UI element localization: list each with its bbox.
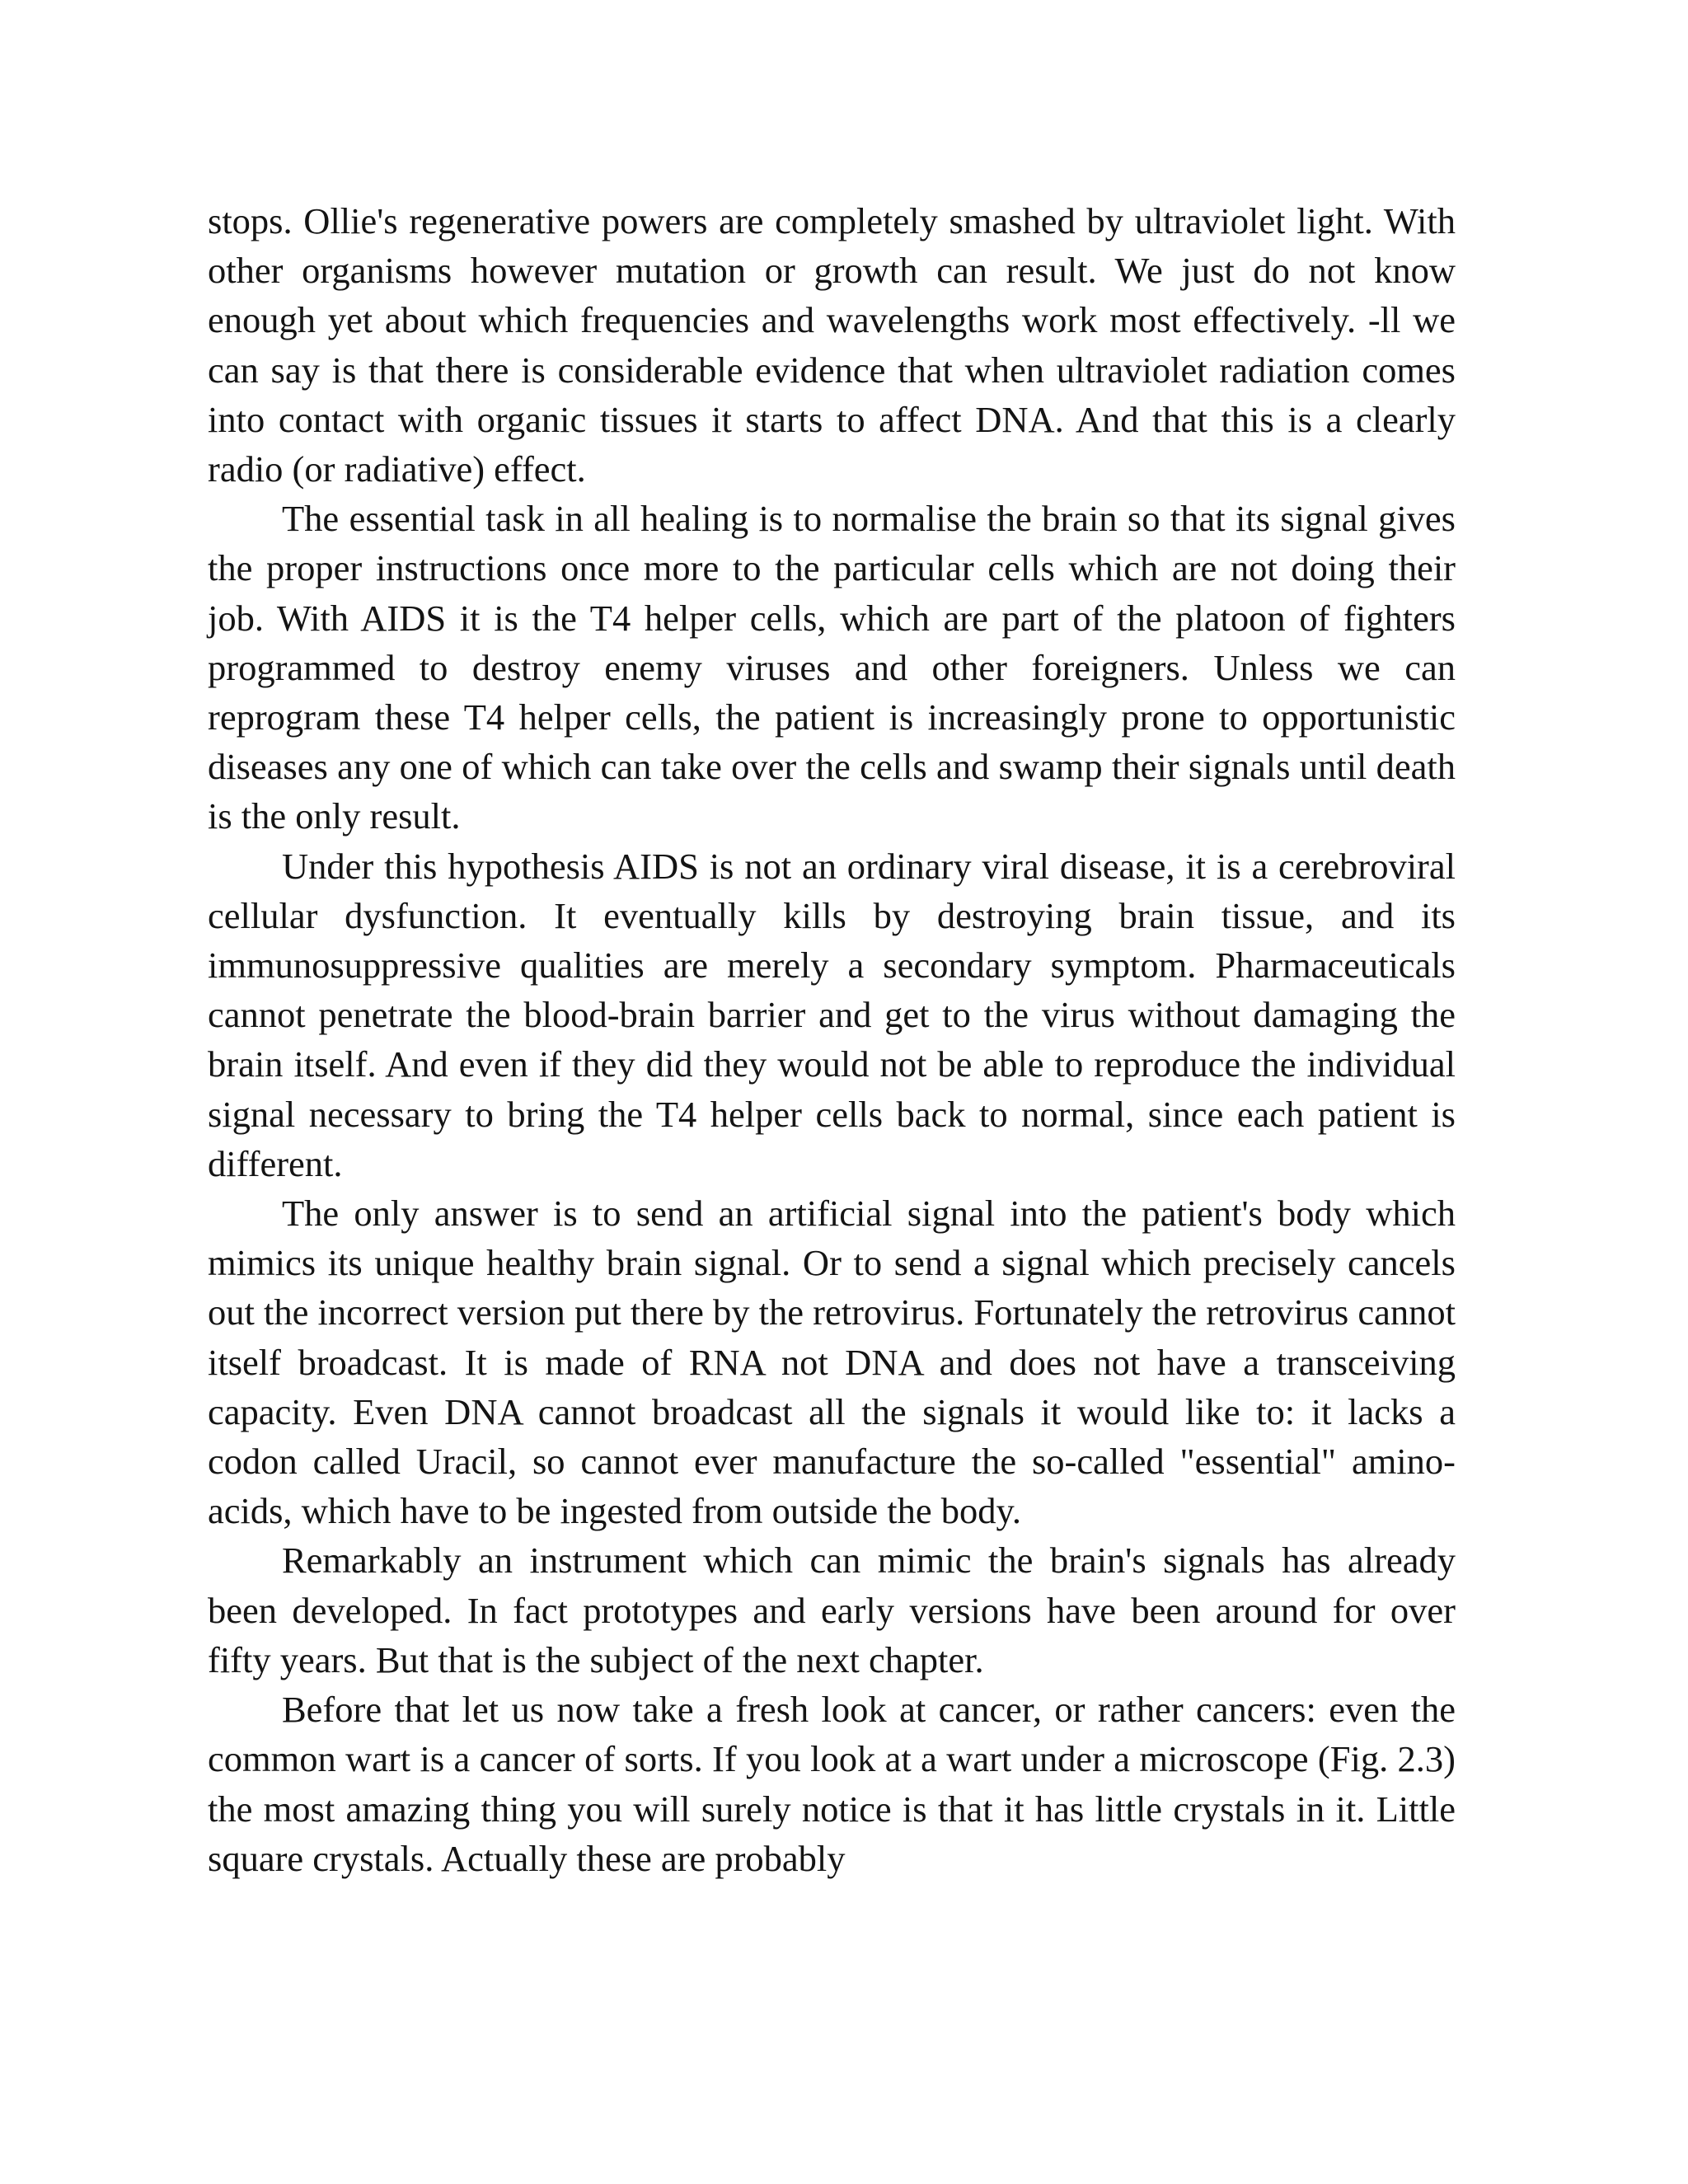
paragraph-6: Before that let us now take a fresh look at cancer, or rather cancers: even the common wart is a cancer of sorts. If you look at a wart under a microscope (Fig. 2.3) the most amazing thing you will surely notice is that it has little crystals in it. Little square crystals. Actually these are probably bbox=[208, 1689, 1456, 1879]
paragraph-1: stops. Ollie's regenerative powers are completely smashed by ultraviolet light. With other organisms however mutation or growth can result. We just do not know enough yet about which frequencies and wavelengths work most effectively. -ll we can say is that there is considerable evidence that when ultraviolet radiation comes into contact with organic tissues it starts to affect DNA. And that this is a clearly radio (or radiative) effect. bbox=[208, 200, 1456, 490]
paragraph-4: The only answer is to send an artificial signal into the patient's body which mimics its unique healthy brain signal. Or to send a signal which precisely cancels out the incorrect version put there by the retrovirus. Fortunately the retrovirus cannot itself broadcast. It is made of RNA not DNA and does not have a transceiving capacity. Even DNA cannot broadcast all the signals it would like to: it lacks a codon called Uracil, so cannot ever manufacture the so-called "essential" amino-acids, which have to be ingested from outside the body. bbox=[208, 1193, 1456, 1532]
body-text bbox=[208, 196, 1456, 1883]
paragraph-3: Under this hypothesis AIDS is not an ordinary viral disease, it is a cerebroviral cellular dysfunction. It eventually kills by destroying brain tissue, and its immunosuppressive qualities are merely a secondary symptom. Pharmaceuticals cannot penetrate the blood-brain barrier and get to the virus without damaging the brain itself. And even if they did they would not be able to reproduce the individual signal necessary to bring the T4 helper cells back to normal, since each patient is different. bbox=[208, 845, 1456, 1184]
paragraph-5: Remarkably an instrument which can mimic the brain's signals has already been developed. In fact prototypes and early versions have been around for over fifty years. But that is the subject of the next chapter. bbox=[208, 1540, 1456, 1680]
paragraph-2: The essential task in all healing is to normalise the brain so that its signal gives the proper instructions once more to the particular cells which are not doing their job. With AIDS it is the T4 helper cells, which are part of the platoon of fighters programmed to destroy enemy viruses and other foreigners. Unless we can reprogram these T4 helper cells, the patient is increasingly prone to opportunistic diseases any one of which can take over the cells and swamp their signals until death is the only result. bbox=[208, 498, 1456, 837]
